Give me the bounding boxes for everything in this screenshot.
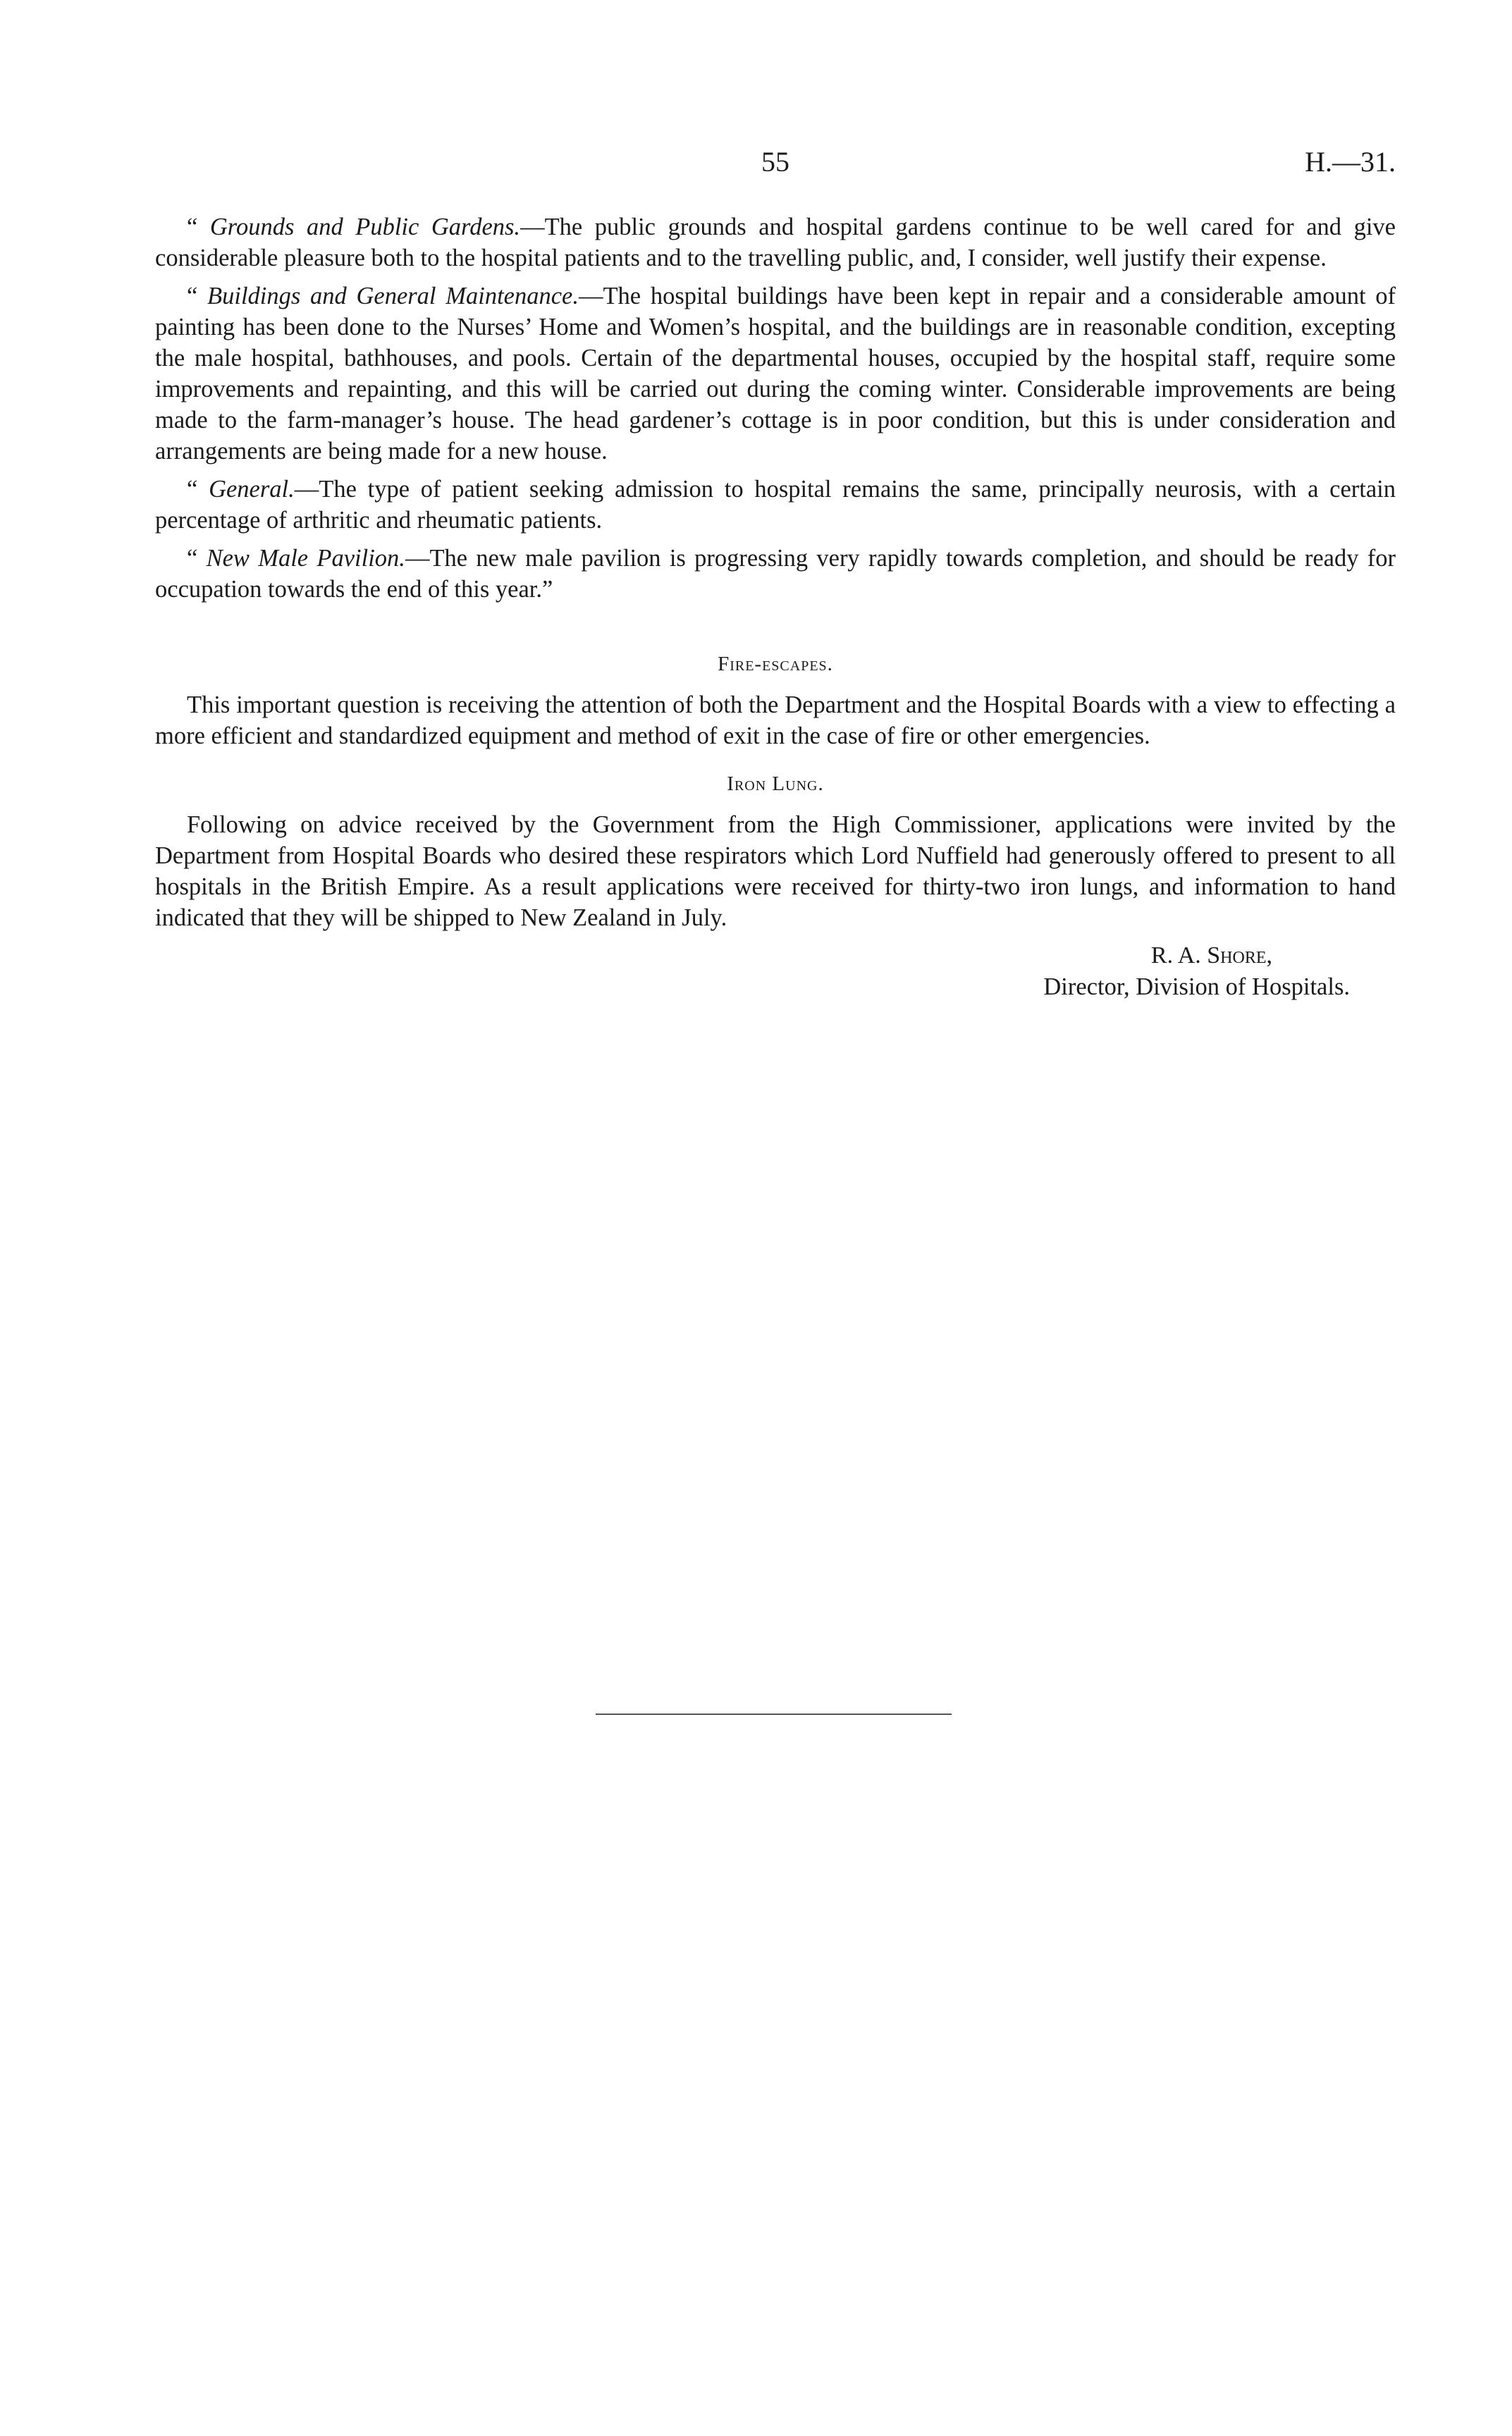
paragraph-text: —The public grounds and hospital gardens continue to be well cared for and give considerable pleasure both to the hospital patients and to the travelling public, and, I consider, well justify their expense. [155,214,1396,271]
closing-rule [596,1714,952,1715]
paragraph-buildings [155,281,1396,467]
section-heading-iron-lung: Iron Lung. [727,773,824,795]
open-quote: “ [187,283,208,309]
paragraph-heading: Buildings and General Maintenance. [207,283,579,309]
paragraph-text: —The new male pavilion is progressing very rapidly towards completion, and should be ready for occupation towards the end of this year.” [155,545,1396,603]
paragraph-text: —The type of patient seeking admission to hospital remains the same, principally neurosis, with a certain percentage of arthritic and rheumatic patients. [155,476,1396,534]
paragraph-iron-lung: Following on advice received by the Government from the High Commissioner, applications were invited by the Department from Hospital Boards who desired these respirators which Lord Nuffield had generously offered to present to all hospitals in the British Empire. As a result applications were received for thirty-two iron lungs, and information to hand indicated that they will be shipped to New Zealand in July. [155,811,1396,931]
paragraph-heading: Grounds and Public Gardens. [209,214,521,240]
open-quote: “ [187,476,209,503]
paragraph-grounds [155,211,1396,273]
signature-block [155,940,1396,1002]
body-text [155,211,1396,1002]
signatory-name: R. A. Shore, [1150,942,1272,968]
open-quote: “ [187,545,207,572]
paragraph-text: —The hospital buildings have been kept in repair and a considerable amount of painting has been done to the Nurses’ Home and Women’s hospital, and the buildings are in reasonable condition, excepting the male hospital, bathhouses, and pools. Certain of the departmental houses, occupied by the hospital staff, require some improvements and repainting, and this will be carried out during the coming winter. Considerable improvements are being made to the farm-manager’s house. The head gardener’s cottage is in poor condition, but this is under consideration and arrangements are being made for a new house. [155,283,1396,465]
paragraph-heading: General. [209,476,295,503]
signatory-title: Director, Division of Hospitals. [1043,973,1350,1000]
open-quote: “ [187,214,210,240]
page-number: 55 [761,146,789,178]
section-heading-fire-escapes: Fire-escapes. [718,653,833,675]
paragraph-new-male-pavilion [155,543,1396,605]
page-header [155,141,1396,183]
paragraph-general [155,474,1396,536]
paragraph-fire-escapes: This important question is receiving the attention of both the Department and the Hospital Boards with a view to effecting a more efficient and standardized equipment and method of exit in the case of fire or other emergencies. [155,691,1396,749]
paragraph-heading: New Male Pavilion. [206,545,405,572]
document-reference: H.—31. [1305,146,1396,178]
